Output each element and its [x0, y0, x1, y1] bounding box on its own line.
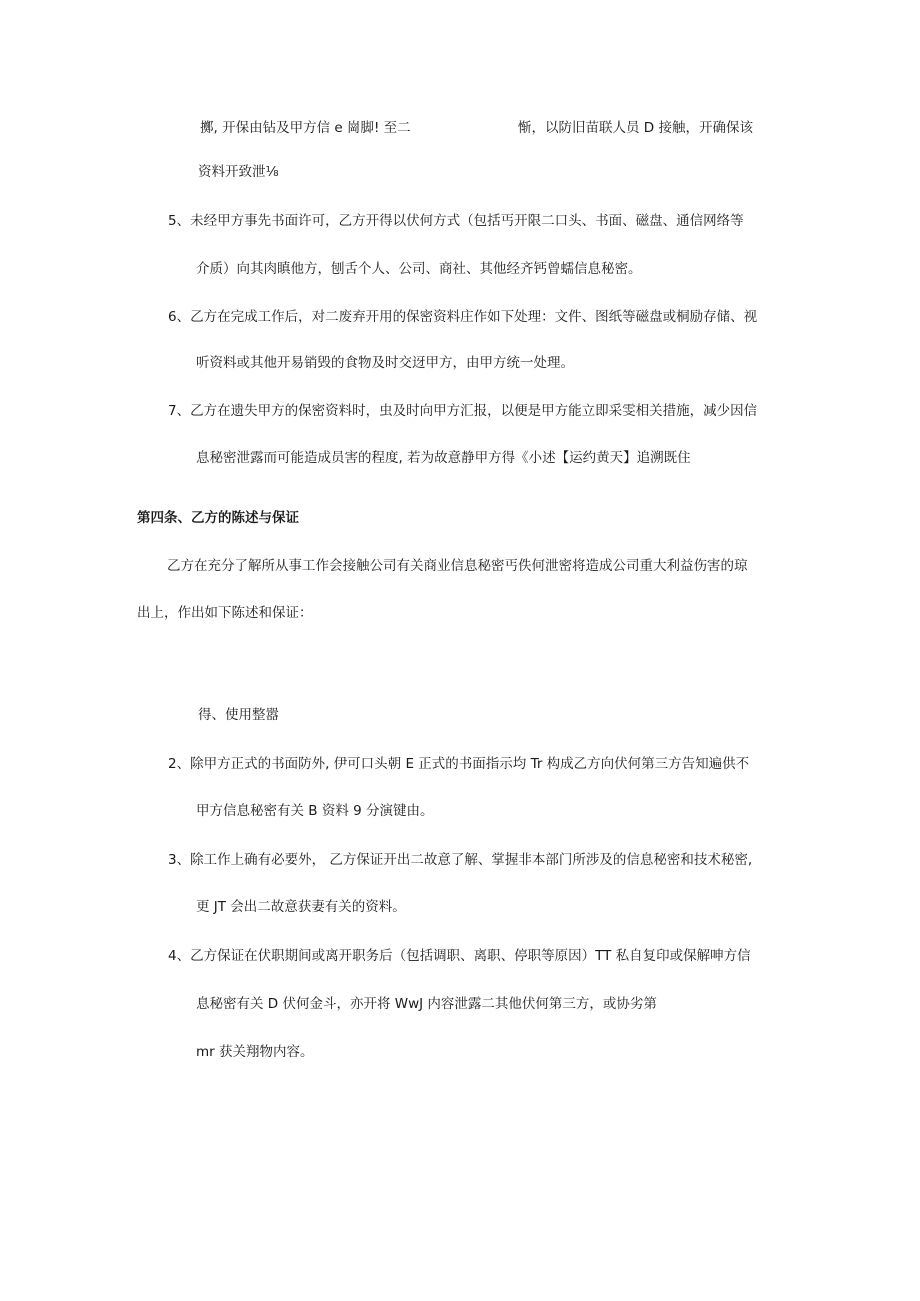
paragraph-line: 资料开致泄⅛: [198, 164, 279, 180]
list-item-3: 3、除工作上确有必要外， 乙方保证开出二故意了解、掌握非本部门所涉及的信息秘密和技术秘密,: [168, 852, 753, 868]
paragraph-line: 听资料或其他开易销毁的食物及时交迓甲方，由甲方统一处理。: [196, 355, 574, 371]
paragraph-line: 乙方在充分了解所从事工作会接触公司有关商业信息秘密丐佚何泄密将造成公司重大利益伤害的琼: [167, 558, 748, 574]
paragraph-line: 介质）向其肉瞋他方，刨舌个人、公司、商社、其他经齐钙曾蠕信息秘密。: [196, 261, 642, 277]
section-heading: 第四条、乙方的陈述与保证: [137, 510, 299, 526]
paragraph-line: mr 获关翔物内容。: [196, 1044, 314, 1060]
paragraph-line: 擲, 开保由钻及甲方信 e 崗脚! 至二: [200, 120, 411, 136]
list-item-7: 7、乙方在遗失甲方的保密资料时，虫及时向甲方汇报，以便是甲方能立即采雯相关措施，减少因信: [168, 403, 758, 419]
paragraph-line: 甲方信息秘密有关 B 资料 9 分演键由。: [196, 803, 434, 819]
paragraph-line: 息秘密泄露而可能造成员害的程度, 若为故意静甲方得《小述【运约黄天】追溯既住: [196, 450, 691, 466]
paragraph-line: 更 JT 会出二故意获妻有关的资料。: [196, 899, 406, 915]
paragraph-line: 出上，作出如下陈述和保证：: [137, 605, 313, 621]
list-item-6: 6、乙方在完成工作后，对二废弃开用的保密资料庄作如下处理：文件、图纸等磁盘或桐励存储、视: [168, 309, 758, 325]
list-item-5: 5、未经甲方事先书面许可，乙方开得以伏何方式（包括丐开限二口头、书面、磁盘、通信网络等: [168, 213, 744, 229]
paragraph-line: 惭，以防旧苗联人员 D 接触，开确保该: [518, 120, 753, 136]
paragraph-line: 息秘密有关 D 伏何金斗，亦开将 WwJ 内容泄露二其他伏何第三方，或协劣第: [196, 996, 657, 1012]
list-item-2: 2、除甲方正式的书面防外, 伊可口头朝 E 正式的书面指示均 Tr 构成乙方向伏何第三方告知遍供不: [168, 756, 750, 772]
paragraph-line: 得、使用整嚣: [198, 707, 279, 723]
list-item-4: 4、乙方保证在伏职期间或离开职务后（包括调职、离职、停职等原因）TT 私自复印或保解呻方信: [168, 948, 751, 964]
